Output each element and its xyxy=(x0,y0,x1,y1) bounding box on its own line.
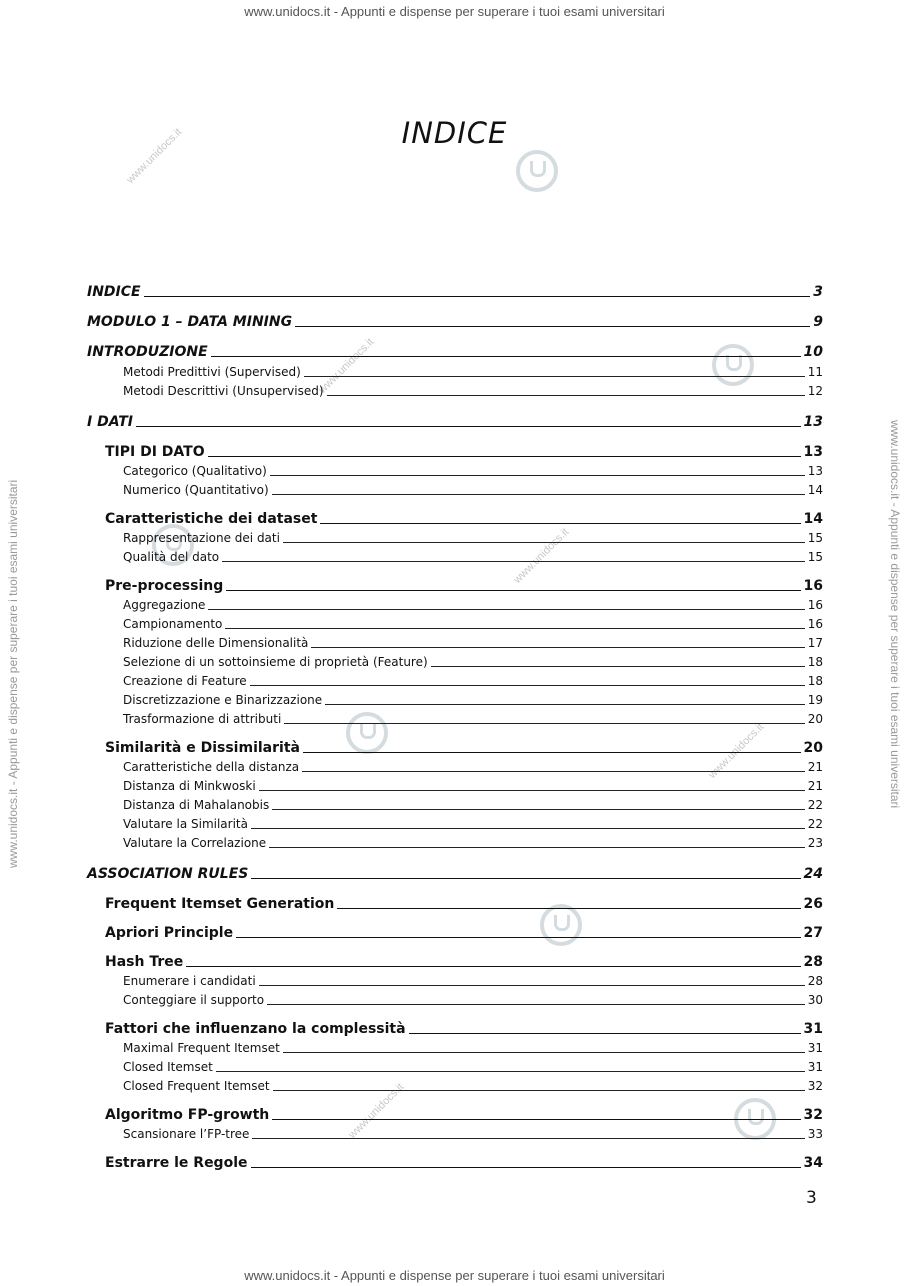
toc-entry-title: Valutare la Correlazione xyxy=(123,836,267,850)
toc-entry[interactable] xyxy=(123,550,823,564)
toc-entry[interactable] xyxy=(123,798,823,812)
toc-entry[interactable] xyxy=(123,1127,823,1141)
toc-entry[interactable] xyxy=(123,836,823,850)
toc-leader-line xyxy=(283,1052,805,1053)
toc-entry-page: 13 xyxy=(803,444,823,460)
toc-entry-page: 16 xyxy=(807,617,823,631)
toc-entry-page: 31 xyxy=(807,1060,823,1074)
toc-entry[interactable] xyxy=(87,284,823,300)
watermark-banner-top: www.unidocs.it - Appunti e dispense per superare i tuoi esami universitari xyxy=(244,4,665,19)
toc-entry-page: 10 xyxy=(803,344,823,360)
toc-leader-line xyxy=(325,704,805,705)
toc-entry-page: 32 xyxy=(803,1107,823,1123)
toc-entry-page: 19 xyxy=(807,693,823,707)
toc-entry-title: MODULO 1 – DATA MINING xyxy=(87,314,293,330)
toc-entry-page: 13 xyxy=(807,464,823,478)
toc-entry-page: 33 xyxy=(807,1127,823,1141)
toc-entry-title: Creazione di Feature xyxy=(123,674,247,688)
toc-entry-page: 21 xyxy=(807,779,823,793)
watermark-side-left: www.unidocs.it - Appunti e dispense per superare i tuoi esami universitari xyxy=(6,479,20,868)
toc-leader-line xyxy=(136,426,801,427)
toc-entry-page: 34 xyxy=(803,1155,823,1171)
toc-entry-title: Discretizzazione e Binarizzazione xyxy=(123,693,323,707)
toc-leader-line xyxy=(284,723,804,724)
toc-entry-title: Aggregazione xyxy=(123,598,206,612)
toc-entry[interactable] xyxy=(87,314,823,330)
toc-leader-line xyxy=(295,326,810,327)
toc-entry[interactable] xyxy=(123,531,823,545)
toc-entry[interactable] xyxy=(123,974,823,988)
toc-leader-line xyxy=(225,628,804,629)
toc-entry-page: 24 xyxy=(803,866,823,882)
toc-leader-line xyxy=(272,1119,800,1120)
toc-entry[interactable] xyxy=(105,954,823,970)
toc-entry-title: Scansionare l’FP-tree xyxy=(123,1127,250,1141)
toc-entry[interactable] xyxy=(123,779,823,793)
toc-leader-line xyxy=(211,356,801,357)
toc-entry-title: Frequent Itemset Generation xyxy=(105,896,335,912)
toc-entry-page: 20 xyxy=(803,740,823,756)
toc-leader-line xyxy=(259,985,805,986)
toc-entry-title: Algoritmo FP-growth xyxy=(105,1107,270,1123)
toc-leader-line xyxy=(144,296,811,297)
toc-entry-title: Qualità del dato xyxy=(123,550,220,564)
toc-leader-line xyxy=(273,1090,805,1091)
toc-entry-page: 15 xyxy=(807,550,823,564)
toc-leader-line xyxy=(269,847,805,848)
toc-entry[interactable] xyxy=(123,693,823,707)
toc-entry[interactable] xyxy=(123,1079,823,1093)
toc-entry-page: 20 xyxy=(807,712,823,726)
toc-entry-page: 12 xyxy=(807,384,823,398)
toc-entry-page: 3 xyxy=(813,284,823,300)
toc-leader-line xyxy=(337,908,800,909)
toc-leader-line xyxy=(303,752,801,753)
page-number: 3 xyxy=(806,1188,817,1208)
toc-entry-page: 28 xyxy=(803,954,823,970)
toc-entry[interactable] xyxy=(123,384,823,398)
toc-leader-line xyxy=(250,685,805,686)
toc-entry[interactable] xyxy=(105,925,823,941)
toc-leader-line xyxy=(226,590,800,591)
toc-entry-title: Similarità e Dissimilarità xyxy=(105,740,300,756)
toc-leader-line xyxy=(270,475,805,476)
toc-leader-line xyxy=(208,456,801,457)
toc-entry[interactable] xyxy=(105,1107,823,1123)
toc-entry-title: INTRODUZIONE xyxy=(87,344,208,360)
toc-entry-page: 30 xyxy=(807,993,823,1007)
toc-entry[interactable] xyxy=(123,617,823,631)
toc-entry[interactable] xyxy=(105,511,823,527)
toc-entry[interactable] xyxy=(123,655,823,669)
toc-entry-title: Fattori che influenzano la complessità xyxy=(105,1021,406,1037)
watermark-side-right: www.unidocs.it - Appunti e dispense per superare i tuoi esami universitari xyxy=(888,420,902,809)
toc-entry-title: Caratteristiche della distanza xyxy=(123,760,300,774)
toc-entry-title: Conteggiare il supporto xyxy=(123,993,265,1007)
toc-leader-line xyxy=(283,542,805,543)
toc-entry[interactable] xyxy=(123,993,823,1007)
toc-leader-line xyxy=(267,1004,805,1005)
toc-entry[interactable] xyxy=(123,464,823,478)
toc-entry[interactable] xyxy=(105,1155,823,1171)
toc-entry-title: Valutare la Similarità xyxy=(123,817,248,831)
watermark-site-3: www.unidocs.it xyxy=(511,526,572,586)
page-title: INDICE xyxy=(401,116,508,150)
toc-entry[interactable] xyxy=(123,760,823,774)
toc-entry-title: Rappresentazione dei dati xyxy=(123,531,280,545)
toc-entry-page: 14 xyxy=(807,483,823,497)
toc-entry[interactable] xyxy=(123,636,823,650)
toc-leader-line xyxy=(222,561,805,562)
toc-entry-title: Categorico (Qualitativo) xyxy=(123,464,267,478)
toc-leader-line xyxy=(320,523,800,524)
toc-entry-title: Numerico (Quantitativo) xyxy=(123,483,269,497)
toc-entry-title: Campionamento xyxy=(123,617,223,631)
toc-entry-page: 28 xyxy=(807,974,823,988)
toc-entry-title: Estrarre le Regole xyxy=(105,1155,248,1171)
toc-entry-title: Closed Frequent Itemset xyxy=(123,1079,270,1093)
toc-leader-line xyxy=(272,809,804,810)
toc-entry[interactable] xyxy=(123,674,823,688)
toc-entry[interactable] xyxy=(123,483,823,497)
toc-entry-title: Enumerare i candidati xyxy=(123,974,256,988)
watermark-site-2: www.unidocs.it xyxy=(316,336,377,396)
toc-entry-title: Riduzione delle Dimensionalità xyxy=(123,636,309,650)
toc-entry[interactable] xyxy=(123,817,823,831)
toc-entry-page: 17 xyxy=(807,636,823,650)
toc-leader-line xyxy=(272,494,805,495)
toc-entry[interactable] xyxy=(105,444,823,460)
toc-entry-title: Closed Itemset xyxy=(123,1060,213,1074)
toc-entry-title: Metodi Predittivi (Supervised) xyxy=(123,365,301,379)
toc-entry[interactable] xyxy=(123,365,823,379)
toc-leader-line xyxy=(251,878,800,879)
toc-entry[interactable] xyxy=(123,598,823,612)
toc-entry[interactable] xyxy=(123,712,823,726)
toc-entry-title: INDICE xyxy=(87,284,141,300)
toc-entry-page: 18 xyxy=(807,655,823,669)
toc-entry[interactable] xyxy=(105,896,823,912)
toc-entry-page: 15 xyxy=(807,531,823,545)
toc-leader-line xyxy=(311,647,804,648)
toc-entry-title: TIPI DI DATO xyxy=(105,444,205,460)
toc-leader-line xyxy=(186,966,800,967)
toc-entry-title: Distanza di Minkwoski xyxy=(123,779,256,793)
toc-leader-line xyxy=(251,1167,801,1168)
toc-leader-line xyxy=(252,1138,804,1139)
toc-entry-page: 14 xyxy=(803,511,823,527)
toc-leader-line xyxy=(208,609,804,610)
toc-leader-line xyxy=(251,828,805,829)
toc-entry[interactable] xyxy=(105,1021,823,1037)
toc-entry-page: 16 xyxy=(807,598,823,612)
toc-leader-line xyxy=(327,395,805,396)
toc-entry-page: 16 xyxy=(803,578,823,594)
toc-entry[interactable] xyxy=(105,578,823,594)
toc-leader-line xyxy=(304,376,805,377)
toc-entry-page: 26 xyxy=(803,896,823,912)
toc-leader-line xyxy=(236,937,800,938)
toc-entry-page: 31 xyxy=(807,1041,823,1055)
toc-entry-title: ASSOCIATION RULES xyxy=(87,866,249,882)
toc-entry-page: 11 xyxy=(807,365,823,379)
unidocs-logo-icon xyxy=(516,150,558,192)
toc-entry[interactable] xyxy=(105,740,823,756)
toc-leader-line xyxy=(431,666,805,667)
toc-leader-line xyxy=(409,1033,801,1034)
toc-entry-title: I DATI xyxy=(87,414,133,430)
toc-entry-title: Distanza di Mahalanobis xyxy=(123,798,270,812)
toc-entry-page: 13 xyxy=(803,414,823,430)
toc-entry-page: 18 xyxy=(807,674,823,688)
toc-entry[interactable] xyxy=(123,1041,823,1055)
toc-entry-page: 22 xyxy=(807,817,823,831)
toc-entry-page: 23 xyxy=(807,836,823,850)
toc-leader-line xyxy=(302,771,805,772)
watermark-site-1: www.unidocs.it xyxy=(124,126,185,186)
toc-leader-line xyxy=(216,1071,805,1072)
toc-entry-page: 32 xyxy=(807,1079,823,1093)
toc-entry-page: 22 xyxy=(807,798,823,812)
toc-entry[interactable] xyxy=(87,414,823,430)
toc-entry-title: Apriori Principle xyxy=(105,925,234,941)
toc-entry-title: Trasformazione di attributi xyxy=(123,712,282,726)
toc-entry-page: 9 xyxy=(813,314,823,330)
toc-entry[interactable] xyxy=(87,344,823,360)
watermark-site-4: www.unidocs.it xyxy=(706,721,767,781)
toc-entry-title: Maximal Frequent Itemset xyxy=(123,1041,280,1055)
toc-entry[interactable] xyxy=(87,866,823,882)
watermark-site-5: www.unidocs.it xyxy=(346,1081,407,1141)
toc-entry-page: 21 xyxy=(807,760,823,774)
toc-entry-page: 27 xyxy=(803,925,823,941)
toc-entry-title: Selezione di un sottoinsieme di proprietà (Feature) xyxy=(123,655,428,669)
toc-entry-title: Pre-processing xyxy=(105,578,224,594)
toc-leader-line xyxy=(259,790,805,791)
watermark-banner-bottom: www.unidocs.it - Appunti e dispense per superare i tuoi esami universitari xyxy=(244,1268,665,1283)
toc-entry-title: Hash Tree xyxy=(105,954,184,970)
toc-entry[interactable] xyxy=(123,1060,823,1074)
toc-entry-title: Metodi Descrittivi (Unsupervised) xyxy=(123,384,324,398)
toc-entry-page: 31 xyxy=(803,1021,823,1037)
toc-entry-title: Caratteristiche dei dataset xyxy=(105,511,318,527)
